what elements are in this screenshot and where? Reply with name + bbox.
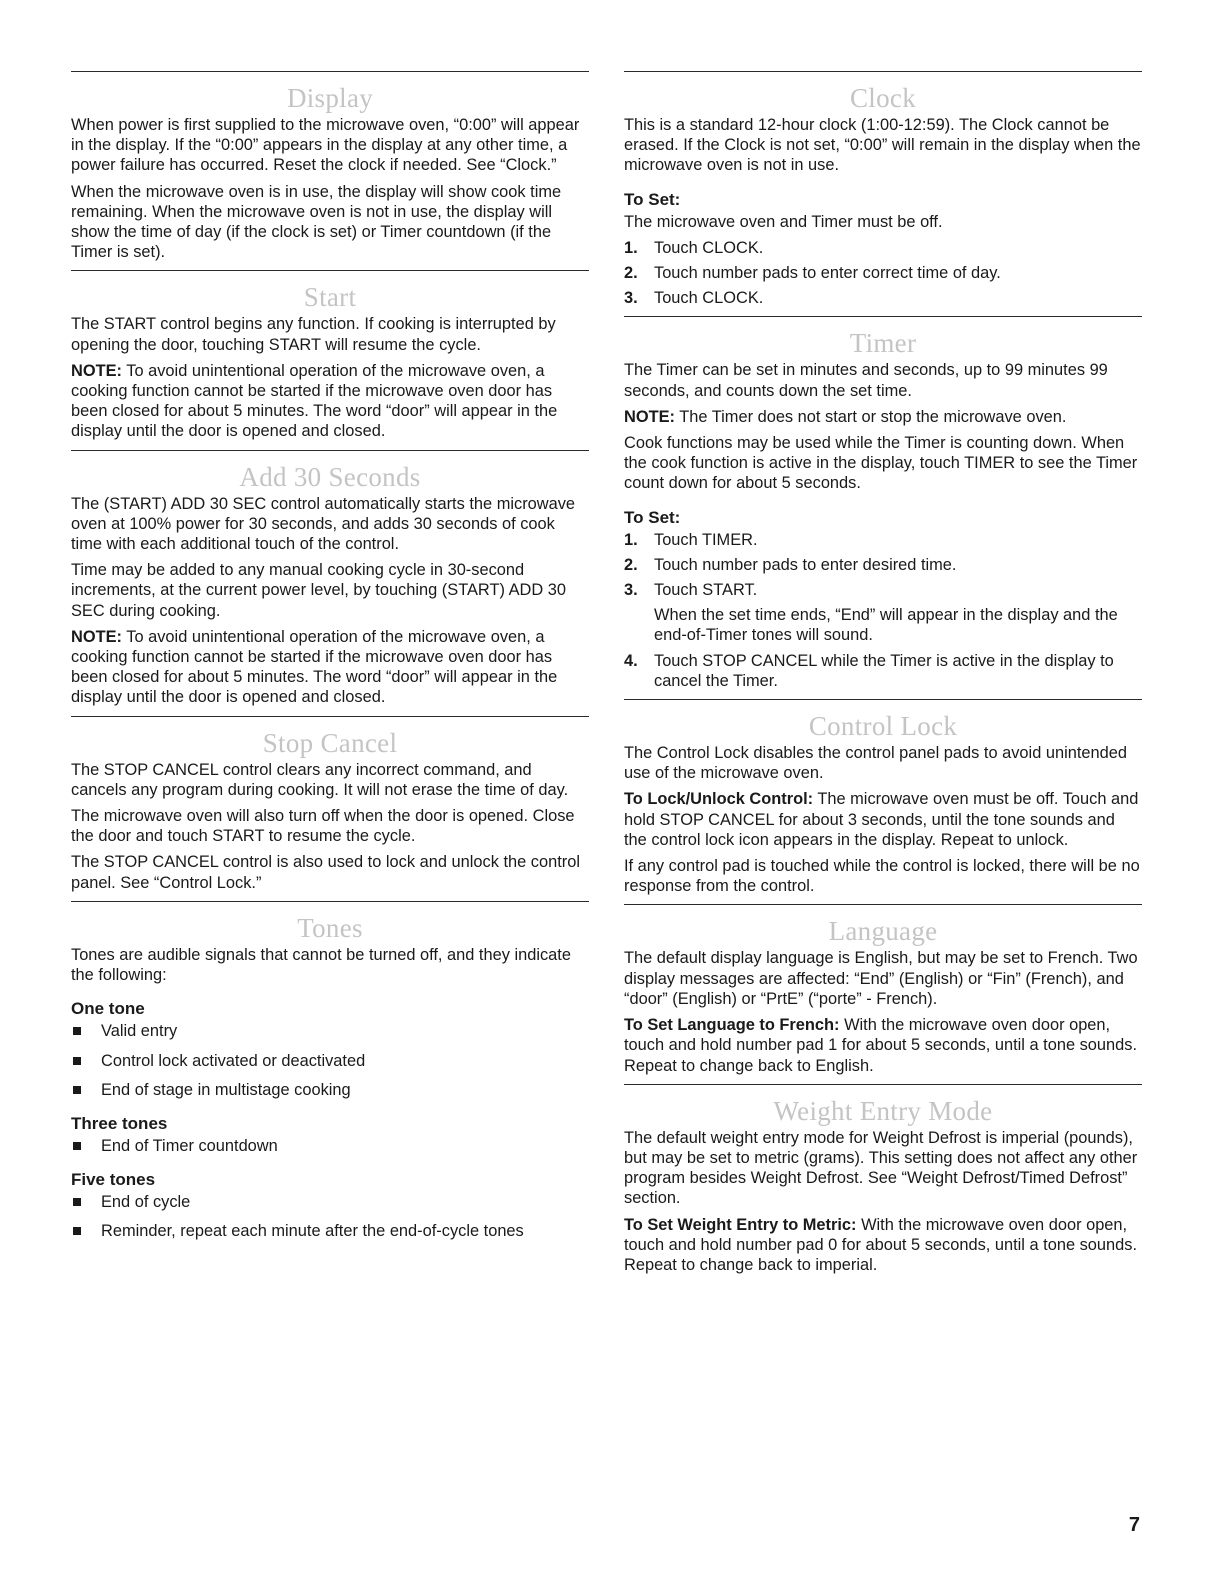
instruction-label: To Set Language to French: [624,1016,840,1035]
section-add-30-seconds [71,450,589,708]
paragraph: Tones are audible signals that cannot be turned off, and they indicate the following: [71,945,571,985]
list-item [71,1021,589,1041]
list-item-text: Valid entry [101,1022,178,1041]
note-text: The Timer does not start or stop the microwave oven. [675,407,1067,426]
section-timer [624,316,1142,691]
note-paragraph [71,361,589,442]
section-weight-entry-mode [624,1084,1142,1275]
instruction-paragraph [624,789,1142,850]
instruction-paragraph [624,1015,1142,1076]
step-text: Touch CLOCK. [654,289,764,308]
bullet-icon [73,1057,81,1065]
list-item [624,580,1142,646]
paragraph: The microwave oven and Timer must be off. [624,212,943,231]
step-number: 4. [624,651,638,670]
step-number: 1. [624,530,638,549]
step-extra-text: When the set time ends, “End” will appear in the display and the end-of-Timer tones will sound. [654,606,1118,645]
paragraph: When the microwave oven is in use, the display will show cook time remaining. When the microwave oven is not in use, the display will show the time of day (if the clock is set) or Timer countdown (if the Timer is set). [71,182,562,262]
page-number: 7 [1128,1514,1140,1536]
list-item [71,1136,589,1156]
step-text: Touch STOP CANCEL while the Timer is active in the display to cancel the Timer. [654,651,1114,690]
paragraph: The STOP CANCEL control is also used to lock and unlock the control panel. See “Control Lock.” [71,853,580,892]
numbered-list [624,238,1142,309]
subheading-to-set: To Set: [624,189,681,209]
step-text: Touch CLOCK. [654,238,764,257]
bullet-icon [73,1227,81,1235]
note-text: To avoid unintentional operation of the microwave oven, a cooking function cannot be started if the microwave oven door has been closed for about 5 minutes. The word “door” will appear in the display until the door is opened and closed. [71,361,558,441]
paragraph: The default display language is English, but may be set to French. Two display messages are affected: “End” (English) or “Fin” (French), and “door” (English) or “PrtE” (“porte” - French). [624,949,1138,1008]
bullet-list [71,1192,589,1241]
paragraph: If any control pad is touched while the control is locked, there will be no response from the control. [624,857,1140,896]
list-item-text: End of Timer countdown [101,1136,278,1155]
subheading-three-tones: Three tones [71,1113,168,1133]
instruction-paragraph [624,1215,1142,1276]
subheading-one-tone: One tone [71,999,145,1019]
note-label: NOTE: [624,407,675,426]
list-item [624,555,1142,575]
section-title: Tones [297,912,363,943]
note-paragraph [71,627,589,708]
subheading-five-tones: Five tones [71,1170,156,1190]
list-item-text: Reminder, repeat each minute after the end-of-cycle tones [101,1222,524,1241]
bullet-icon [73,1027,81,1035]
section-title: Stop Cancel [262,727,398,758]
section-clock [624,71,1142,308]
note-paragraph [624,407,1142,427]
paragraph: The default weight entry mode for Weight Defrost is imperial (pounds), but may be set to metric (grams). This setting does not affect any other program besides Weight Defrost. See “Weight Defrost/Timed Defrost” section. [624,1128,1138,1208]
instruction-text: The microwave oven must be off. Touch and hold STOP CANCEL for about 3 seconds, until the tone sounds and the control lock icon appears in the display. Repeat to unlock. [624,790,1139,849]
subheading-to-set: To Set: [624,507,681,527]
section-tones [71,901,589,1242]
list-item [71,1192,589,1212]
list-item-text: End of stage in multistage cooking [101,1080,351,1099]
instruction-label: To Lock/Unlock Control: [624,790,814,809]
section-title: Clock [850,83,916,113]
step-number: 3. [624,289,638,308]
step-number: 1. [624,238,638,257]
paragraph: When power is first supplied to the microwave oven, “0:00” will appear in the display. If the “0:00” appears in the display at any other time, a power failure has occurred. Reset the clock if needed. See “Clock.” [71,116,580,175]
section-title: Control Lock [808,711,958,742]
numbered-list [624,530,1142,691]
section-start [71,270,589,441]
paragraph: Time may be added to any manual cooking cycle in 30-second increments, at the current power level, by touching (START) ADD 30 SEC during cooking. [71,561,566,620]
bullet-list [71,1021,589,1100]
step-text: Touch number pads to enter desired time. [654,555,957,574]
section-title: Add 30 Seconds [239,461,421,492]
section-title: Language [828,916,938,947]
list-item [624,651,1142,691]
bullet-icon [73,1198,81,1206]
step-text: Touch number pads to enter correct time of day. [654,264,1001,283]
paragraph: The Control Lock disables the control panel pads to avoid unintended use of the microwave oven. [624,744,1127,783]
bullet-list [71,1136,589,1156]
section-title: Display [286,83,374,113]
step-number: 2. [624,555,638,574]
list-item [624,288,1142,308]
paragraph: Cook functions may be used while the Timer is counting down. When the cook function is active in the display, touch TIMER to see the Timer count down for about 5 seconds. [624,434,1138,493]
paragraph: This is a standard 12-hour clock (1:00-12:59). The Clock cannot be erased. If the Clock is not set, “0:00” will remain in the display when the microwave oven is not in use. [624,116,1141,175]
section-stop-cancel [71,716,589,893]
list-item [71,1080,589,1100]
section-language [624,904,1142,1075]
list-item [71,1051,589,1071]
right-column [624,71,1142,1283]
paragraph: The START control begins any function. If cooking is interrupted by opening the door, touching START will resume the cycle. [71,315,556,354]
bullet-icon [73,1142,81,1150]
paragraph: The (START) ADD 30 SEC control automatically starts the microwave oven at 100% power for 30 seconds, and adds 30 seconds of cook time with each additional touch of the control. [71,494,576,554]
paragraph: The STOP CANCEL control clears any incorrect command, and cancels any program during cooking. It will not erase the time of day. [71,760,569,799]
section-title: Start [303,282,357,313]
note-text: To avoid unintentional operation of the microwave oven, a cooking function cannot be started if the microwave oven door has been closed for about 5 minutes. The word “door” will appear in the display until the door is opened and closed. [71,627,558,707]
step-text: Touch TIMER. [654,530,758,549]
section-control-lock [624,699,1142,896]
step-number: 2. [624,264,638,283]
list-item [624,530,1142,550]
instruction-label: To Set Weight Entry to Metric: [624,1215,857,1234]
section-title: Weight Entry Mode [773,1095,993,1126]
paragraph: The microwave oven will also turn off when the door is opened. Close the door and touch START to resume the cycle. [71,807,575,846]
note-label: NOTE: [71,627,122,646]
section-title: Timer [849,328,917,359]
instruction-text: With the microwave oven door open, touch and hold number pad 0 for about 5 seconds, until a tone sounds. Repeat to change back to imperial. [624,1215,1138,1274]
list-item [624,263,1142,283]
paragraph: The Timer can be set in minutes and seconds, up to 99 minutes 99 seconds, and counts down the set time. [624,361,1108,400]
list-item [624,238,1142,258]
list-item-text: Control lock activated or deactivated [101,1051,366,1070]
instruction-text: With the microwave oven door open, touch and hold number pad 1 for about 5 seconds, until a tone sounds. Repeat to change back to English. [624,1016,1138,1075]
section-display [71,71,589,262]
list-item [71,1221,589,1241]
list-item-text: End of cycle [101,1193,191,1212]
note-label: NOTE: [71,361,122,380]
step-number: 3. [624,581,638,600]
bullet-icon [73,1086,81,1094]
step-text: Touch START. [654,581,758,600]
left-column [71,71,589,1251]
